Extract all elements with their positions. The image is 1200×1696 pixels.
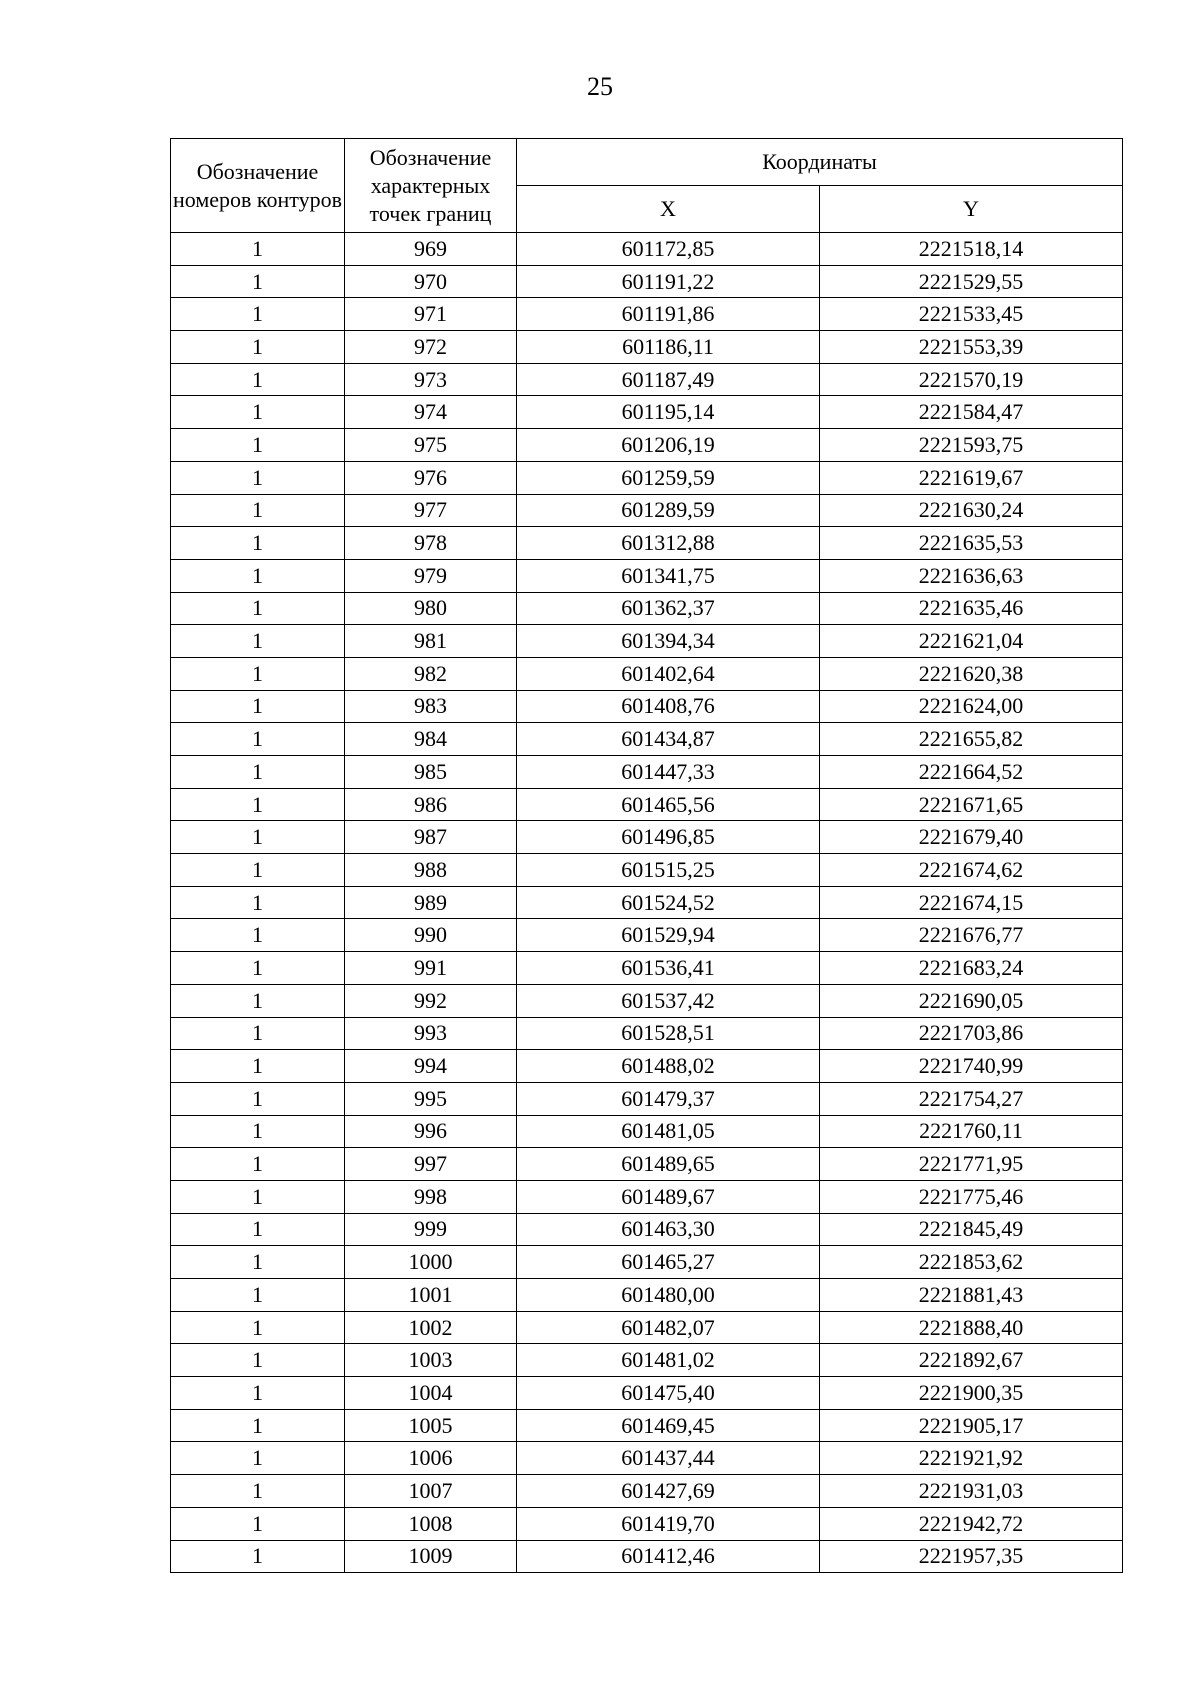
- table-row: [171, 233, 1123, 266]
- point-number-cell: 1000: [345, 1246, 517, 1279]
- contour-number-cell: 1: [171, 854, 345, 887]
- table-row: [171, 1246, 1123, 1279]
- table-row: [171, 265, 1123, 298]
- y-coordinate-cell: 2221892,67: [820, 1344, 1123, 1377]
- contour-number-cell: 1: [171, 1475, 345, 1508]
- point-number-cell: 983: [345, 690, 517, 723]
- y-coordinate-cell: 2221655,82: [820, 723, 1123, 756]
- y-coordinate-cell: 2221674,15: [820, 886, 1123, 919]
- point-number-cell: 989: [345, 886, 517, 919]
- x-coordinate-cell: 601394,34: [517, 625, 820, 658]
- point-number-cell: 1001: [345, 1279, 517, 1312]
- y-coordinate-cell: 2221888,40: [820, 1311, 1123, 1344]
- y-coordinate-cell: 2221679,40: [820, 821, 1123, 854]
- point-number-cell: 971: [345, 298, 517, 331]
- x-coordinate-cell: 601479,37: [517, 1082, 820, 1115]
- contour-number-cell: 1: [171, 396, 345, 429]
- point-number-cell: 981: [345, 625, 517, 658]
- table-row: [171, 723, 1123, 756]
- table-row: [171, 1213, 1123, 1246]
- y-coordinate-cell: 2221676,77: [820, 919, 1123, 952]
- table-row: [171, 1377, 1123, 1410]
- point-number-cell: 1009: [345, 1540, 517, 1573]
- x-coordinate-cell: 601408,76: [517, 690, 820, 723]
- y-coordinate-cell: 2221900,35: [820, 1377, 1123, 1410]
- point-number-cell: 973: [345, 363, 517, 396]
- point-number-cell: 998: [345, 1180, 517, 1213]
- x-coordinate-cell: 601186,11: [517, 331, 820, 364]
- x-coordinate-cell: 601463,30: [517, 1213, 820, 1246]
- point-number-cell: 994: [345, 1050, 517, 1083]
- contour-number-cell: 1: [171, 1540, 345, 1573]
- contour-number-cell: 1: [171, 1279, 345, 1312]
- contour-number-cell: 1: [171, 1180, 345, 1213]
- x-coordinate-cell: 601341,75: [517, 559, 820, 592]
- x-coordinate-cell: 601172,85: [517, 233, 820, 266]
- point-number-cell: 1004: [345, 1377, 517, 1410]
- point-number-cell: 1003: [345, 1344, 517, 1377]
- y-coordinate-cell: 2221754,27: [820, 1082, 1123, 1115]
- point-number-cell: 975: [345, 429, 517, 462]
- contour-number-cell: 1: [171, 592, 345, 625]
- point-number-cell: 985: [345, 756, 517, 789]
- x-coordinate-cell: 601489,65: [517, 1148, 820, 1181]
- table-row: [171, 984, 1123, 1017]
- contour-number-cell: 1: [171, 1082, 345, 1115]
- x-coordinate-cell: 601488,02: [517, 1050, 820, 1083]
- y-coordinate-cell: 2221636,63: [820, 559, 1123, 592]
- table-row: [171, 461, 1123, 494]
- y-coordinate-cell: 2221624,00: [820, 690, 1123, 723]
- x-coordinate-cell: 601206,19: [517, 429, 820, 462]
- point-number-cell: 978: [345, 527, 517, 560]
- header-x: X: [517, 186, 820, 233]
- table-row: [171, 657, 1123, 690]
- x-coordinate-cell: 601259,59: [517, 461, 820, 494]
- point-number-cell: 977: [345, 494, 517, 527]
- header-y: Y: [820, 186, 1123, 233]
- contour-number-cell: 1: [171, 690, 345, 723]
- table-row: [171, 1082, 1123, 1115]
- point-number-cell: 997: [345, 1148, 517, 1181]
- table-row: [171, 952, 1123, 985]
- table-body: [171, 233, 1123, 1573]
- x-coordinate-cell: 601524,52: [517, 886, 820, 919]
- contour-number-cell: 1: [171, 952, 345, 985]
- x-coordinate-cell: 601480,00: [517, 1279, 820, 1312]
- y-coordinate-cell: 2221740,99: [820, 1050, 1123, 1083]
- table-row: [171, 756, 1123, 789]
- table-row: [171, 1442, 1123, 1475]
- x-coordinate-cell: 601289,59: [517, 494, 820, 527]
- contour-number-cell: 1: [171, 494, 345, 527]
- table-row: [171, 559, 1123, 592]
- y-coordinate-cell: 2221905,17: [820, 1409, 1123, 1442]
- point-number-cell: 991: [345, 952, 517, 985]
- contour-number-cell: 1: [171, 461, 345, 494]
- point-number-cell: 993: [345, 1017, 517, 1050]
- x-coordinate-cell: 601402,64: [517, 657, 820, 690]
- y-coordinate-cell: 2221775,46: [820, 1180, 1123, 1213]
- point-number-cell: 974: [345, 396, 517, 429]
- table-row: [171, 1050, 1123, 1083]
- point-number-cell: 986: [345, 788, 517, 821]
- y-coordinate-cell: 2221942,72: [820, 1507, 1123, 1540]
- point-number-cell: 1006: [345, 1442, 517, 1475]
- contour-number-cell: 1: [171, 886, 345, 919]
- y-coordinate-cell: 2221635,46: [820, 592, 1123, 625]
- x-coordinate-cell: 601496,85: [517, 821, 820, 854]
- table-row: [171, 1279, 1123, 1312]
- x-coordinate-cell: 601475,40: [517, 1377, 820, 1410]
- point-number-cell: 972: [345, 331, 517, 364]
- y-coordinate-cell: 2221619,67: [820, 461, 1123, 494]
- contour-number-cell: 1: [171, 1344, 345, 1377]
- table-row: [171, 788, 1123, 821]
- y-coordinate-cell: 2221674,62: [820, 854, 1123, 887]
- point-number-cell: 984: [345, 723, 517, 756]
- x-coordinate-cell: 601195,14: [517, 396, 820, 429]
- point-number-cell: 992: [345, 984, 517, 1017]
- table-row: [171, 429, 1123, 462]
- table-row: [171, 821, 1123, 854]
- contour-number-cell: 1: [171, 919, 345, 952]
- x-coordinate-cell: 601529,94: [517, 919, 820, 952]
- contour-number-cell: 1: [171, 1246, 345, 1279]
- y-coordinate-cell: 2221881,43: [820, 1279, 1123, 1312]
- contour-number-cell: 1: [171, 1442, 345, 1475]
- x-coordinate-cell: 601412,46: [517, 1540, 820, 1573]
- y-coordinate-cell: 2221529,55: [820, 265, 1123, 298]
- contour-number-cell: 1: [171, 1050, 345, 1083]
- header-boundary-points: Обозначение характерных точек границ: [345, 139, 517, 233]
- contour-number-cell: 1: [171, 559, 345, 592]
- contour-number-cell: 1: [171, 1377, 345, 1410]
- y-coordinate-cell: 2221931,03: [820, 1475, 1123, 1508]
- y-coordinate-cell: 2221620,38: [820, 657, 1123, 690]
- y-coordinate-cell: 2221635,53: [820, 527, 1123, 560]
- y-coordinate-cell: 2221690,05: [820, 984, 1123, 1017]
- x-coordinate-cell: 601312,88: [517, 527, 820, 560]
- table-row: [171, 298, 1123, 331]
- x-coordinate-cell: 601427,69: [517, 1475, 820, 1508]
- point-number-cell: 970: [345, 265, 517, 298]
- table-row: [171, 527, 1123, 560]
- contour-number-cell: 1: [171, 984, 345, 1017]
- point-number-cell: 996: [345, 1115, 517, 1148]
- x-coordinate-cell: 601528,51: [517, 1017, 820, 1050]
- y-coordinate-cell: 2221630,24: [820, 494, 1123, 527]
- x-coordinate-cell: 601362,37: [517, 592, 820, 625]
- table-row: [171, 592, 1123, 625]
- point-number-cell: 969: [345, 233, 517, 266]
- y-coordinate-cell: 2221845,49: [820, 1213, 1123, 1246]
- x-coordinate-cell: 601465,56: [517, 788, 820, 821]
- table-row: [171, 396, 1123, 429]
- point-number-cell: 1008: [345, 1507, 517, 1540]
- y-coordinate-cell: 2221518,14: [820, 233, 1123, 266]
- point-number-cell: 999: [345, 1213, 517, 1246]
- contour-number-cell: 1: [171, 429, 345, 462]
- x-coordinate-cell: 601187,49: [517, 363, 820, 396]
- y-coordinate-cell: 2221593,75: [820, 429, 1123, 462]
- table-row: [171, 1180, 1123, 1213]
- y-coordinate-cell: 2221703,86: [820, 1017, 1123, 1050]
- point-number-cell: 1002: [345, 1311, 517, 1344]
- x-coordinate-cell: 601419,70: [517, 1507, 820, 1540]
- point-number-cell: 979: [345, 559, 517, 592]
- y-coordinate-cell: 2221957,35: [820, 1540, 1123, 1573]
- contour-number-cell: 1: [171, 233, 345, 266]
- point-number-cell: 1007: [345, 1475, 517, 1508]
- x-coordinate-cell: 601469,45: [517, 1409, 820, 1442]
- table-row: [171, 1148, 1123, 1181]
- x-coordinate-cell: 601489,67: [517, 1180, 820, 1213]
- table-row: [171, 1540, 1123, 1573]
- table-row: [171, 919, 1123, 952]
- table-row: [171, 1311, 1123, 1344]
- point-number-cell: 1005: [345, 1409, 517, 1442]
- contour-number-cell: 1: [171, 1017, 345, 1050]
- table-row: [171, 1475, 1123, 1508]
- table-row: [171, 854, 1123, 887]
- x-coordinate-cell: 601537,42: [517, 984, 820, 1017]
- table-row: [171, 886, 1123, 919]
- contour-number-cell: 1: [171, 265, 345, 298]
- page-number: 25: [587, 72, 613, 101]
- table-row: [171, 331, 1123, 364]
- y-coordinate-cell: 2221921,92: [820, 1442, 1123, 1475]
- y-coordinate-cell: 2221853,62: [820, 1246, 1123, 1279]
- table-row: [171, 1507, 1123, 1540]
- y-coordinate-cell: 2221760,11: [820, 1115, 1123, 1148]
- x-coordinate-cell: 601482,07: [517, 1311, 820, 1344]
- table-row: [171, 625, 1123, 658]
- contour-number-cell: 1: [171, 1148, 345, 1181]
- contour-number-cell: 1: [171, 1311, 345, 1344]
- x-coordinate-cell: 601434,87: [517, 723, 820, 756]
- y-coordinate-cell: 2221584,47: [820, 396, 1123, 429]
- y-coordinate-cell: 2221533,45: [820, 298, 1123, 331]
- contour-number-cell: 1: [171, 821, 345, 854]
- header-coordinates: Координаты: [517, 139, 1123, 186]
- contour-number-cell: 1: [171, 1507, 345, 1540]
- table-row: [171, 1115, 1123, 1148]
- point-number-cell: 980: [345, 592, 517, 625]
- contour-number-cell: 1: [171, 1409, 345, 1442]
- y-coordinate-cell: 2221570,19: [820, 363, 1123, 396]
- contour-number-cell: 1: [171, 1115, 345, 1148]
- contour-number-cell: 1: [171, 723, 345, 756]
- x-coordinate-cell: 601536,41: [517, 952, 820, 985]
- y-coordinate-cell: 2221621,04: [820, 625, 1123, 658]
- x-coordinate-cell: 601515,25: [517, 854, 820, 887]
- contour-number-cell: 1: [171, 527, 345, 560]
- contour-number-cell: 1: [171, 363, 345, 396]
- table-header: [171, 139, 1123, 233]
- point-number-cell: 995: [345, 1082, 517, 1115]
- x-coordinate-cell: 601437,44: [517, 1442, 820, 1475]
- point-number-cell: 976: [345, 461, 517, 494]
- contour-number-cell: 1: [171, 756, 345, 789]
- x-coordinate-cell: 601191,22: [517, 265, 820, 298]
- x-coordinate-cell: 601481,05: [517, 1115, 820, 1148]
- table-row: [171, 1017, 1123, 1050]
- coordinates-table: [170, 138, 1123, 1573]
- y-coordinate-cell: 2221771,95: [820, 1148, 1123, 1181]
- table-row: [171, 363, 1123, 396]
- contour-number-cell: 1: [171, 788, 345, 821]
- table-row: [171, 1409, 1123, 1442]
- table-row: [171, 494, 1123, 527]
- point-number-cell: 990: [345, 919, 517, 952]
- contour-number-cell: 1: [171, 331, 345, 364]
- header-contour-numbers: Обозначение номеров контуров: [171, 139, 345, 233]
- table-row: [171, 690, 1123, 723]
- point-number-cell: 987: [345, 821, 517, 854]
- x-coordinate-cell: 601465,27: [517, 1246, 820, 1279]
- point-number-cell: 988: [345, 854, 517, 887]
- y-coordinate-cell: 2221671,65: [820, 788, 1123, 821]
- x-coordinate-cell: 601447,33: [517, 756, 820, 789]
- point-number-cell: 982: [345, 657, 517, 690]
- contour-number-cell: 1: [171, 1213, 345, 1246]
- y-coordinate-cell: 2221553,39: [820, 331, 1123, 364]
- contour-number-cell: 1: [171, 657, 345, 690]
- x-coordinate-cell: 601481,02: [517, 1344, 820, 1377]
- contour-number-cell: 1: [171, 625, 345, 658]
- contour-number-cell: 1: [171, 298, 345, 331]
- y-coordinate-cell: 2221683,24: [820, 952, 1123, 985]
- x-coordinate-cell: 601191,86: [517, 298, 820, 331]
- table-row: [171, 1344, 1123, 1377]
- y-coordinate-cell: 2221664,52: [820, 756, 1123, 789]
